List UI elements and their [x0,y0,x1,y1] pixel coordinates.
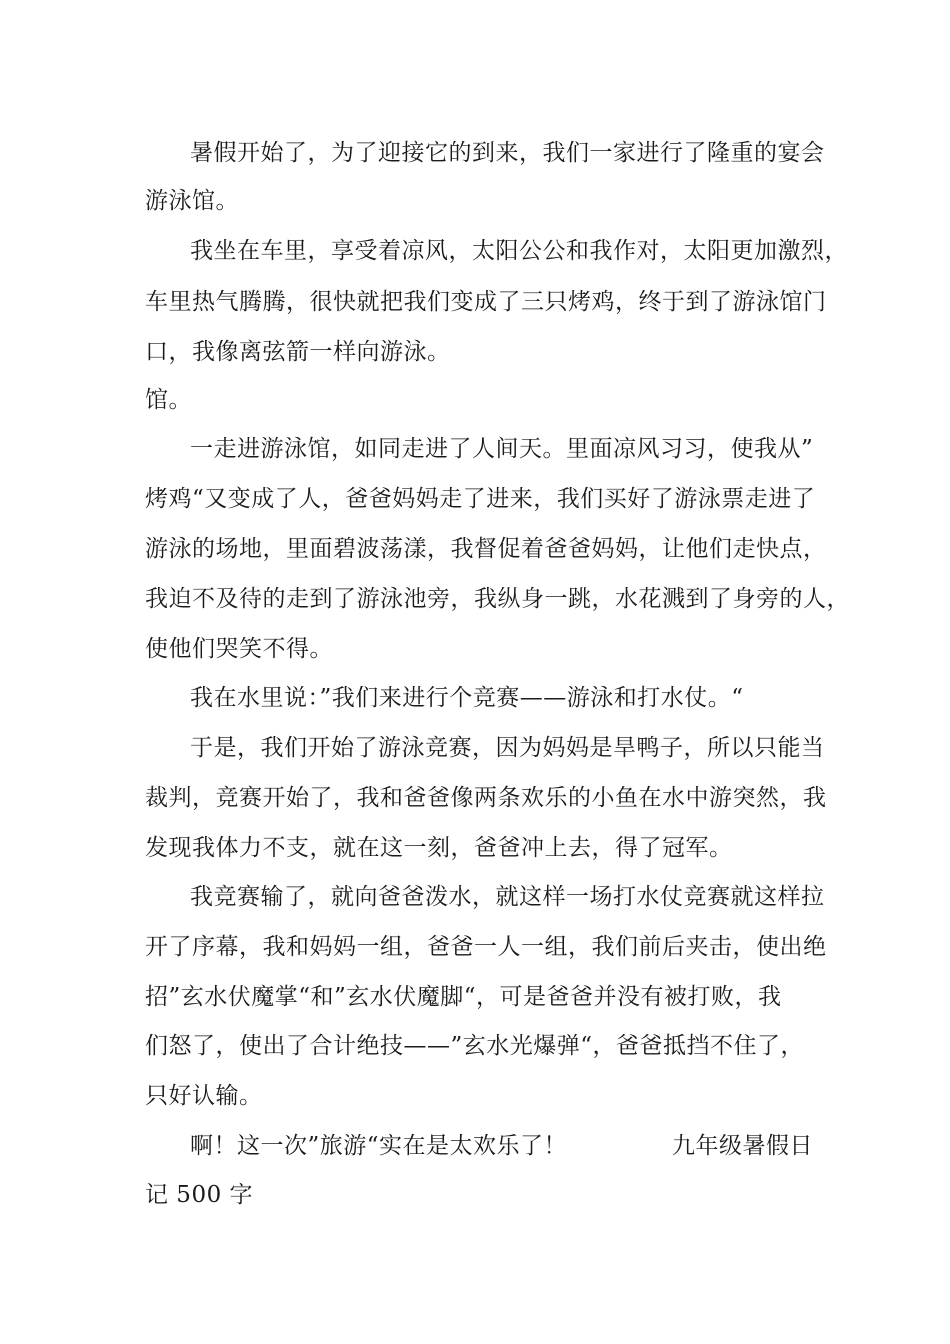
paragraph-6-line-2: 开了序幕，我和妈妈一组，爸爸一人一组，我们前后夹击，使出绝 [145,934,827,960]
paragraph-2-line-2: 车里热气腾腾，很快就把我们变成了三只烤鸡，终于到了游泳馆门 [145,289,827,315]
paragraph-6-line-4: 们怒了，使出了合计绝技——”玄水光爆弹“，爸爸抵挡不住了， [145,1033,805,1059]
paragraph-1-line-1: 暑假开始了，为了迎接它的到来，我们一家进行了隆重的宴会 [190,140,825,166]
paragraph-3-line-3: 游泳的场地，里面碧波荡漾，我督促着爸爸妈妈，让他们走快点， [145,536,827,562]
paragraph-3-line-2: 烤鸡“又变成了人，爸爸妈妈走了进来，我们买好了游泳票走进了 [145,486,816,512]
paragraph-7-line-1: 啊！这一次”旅游“实在是太欢乐了！ [190,1133,568,1159]
paragraph-6-line-3: 招”玄水伏魔掌“和”玄水伏魔脚“，可是爸爸并没有被打败，我 [145,984,782,1010]
paragraph-6-line-5: 只好认输。 [145,1083,263,1109]
paragraph-1-line-2: 游泳馆。 [145,188,239,214]
paragraph-3-line-4: 我迫不及待的走到了游泳池旁，我纵身一跳，水花溅到了身旁的人， [145,586,850,612]
paragraph-6-line-1: 我竞赛输了，就向爸爸泼水，就这样一场打水仗竞赛就这样拉 [190,884,825,910]
paragraph-5-line-3: 发现我体力不支，就在这一刻，爸爸冲上去，得了冠军。 [145,835,733,861]
paragraph-4-line-1: 我在水里说：”我们来进行个竞赛——游泳和打水仗。“ [190,685,744,711]
footer-title-part-1: 九年级暑假日 [672,1133,813,1159]
paragraph-2-line-1: 我坐在车里，享受着凉风，太阳公公和我作对，太阳更加激烈， [190,238,848,264]
paragraph-5-line-1: 于是，我们开始了游泳竞赛，因为妈妈是旱鸭子，所以只能当 [190,735,825,761]
paragraph-5-line-2: 裁判，竞赛开始了，我和爸爸像两条欢乐的小鱼在水中游突然，我 [145,785,827,811]
paragraph-2-line-3: 口，我像离弦箭一样向游泳。 [145,339,451,365]
paragraph-3-line-5: 使他们哭笑不得。 [145,636,333,662]
paragraph-3-line-1: 一走进游泳馆，如同走进了人间天。里面凉风习习，使我从” [190,436,814,462]
footer-title-part-2: 记 500 字 [145,1182,254,1208]
paragraph-2-line-4: 馆。 [145,387,192,413]
